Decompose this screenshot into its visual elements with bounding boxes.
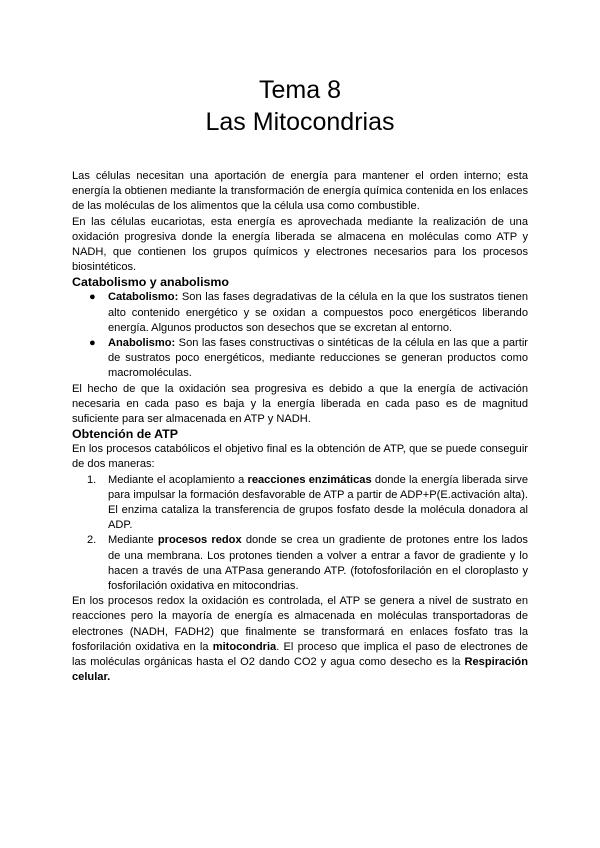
item-text: Mediante xyxy=(108,534,158,547)
term-mitocondria: mitocondria xyxy=(212,640,277,653)
section-heading-obtencion-atp: Obtención de ATP xyxy=(72,427,179,442)
list-item xyxy=(72,533,528,594)
term-anabolismo: Anabolismo: xyxy=(108,337,176,350)
list-item xyxy=(72,290,528,336)
section-heading-catabolismo: Catabolismo y anabolismo xyxy=(72,275,229,290)
section2-closing-paragraph xyxy=(72,594,528,685)
paragraph-text: En los procesos redox la oxidación es controlada, el ATP se genera a nivel de sustrato en reacciones pero la mayoría de energía es almacenada en moléculas transportadoras de electrones (NADH, FADH2) que finalmente se transformará en enlaces fosfato tras la fosforilación oxidativa en la xyxy=(72,595,528,653)
section1-closing-paragraph: El hecho de que la oxidación sea progresiva es debido a que la energía de activación necesaria en cada paso es baja y la energía liberada en cada paso es de magnitud suficiente para ser almacenada en ATP y NADH. xyxy=(72,382,528,426)
intro-paragraph-2: En las células eucariotas, esta energía es aprovechada mediante la realización de una oxidación progresiva donde la energía liberada se almacena en moléculas como ATP y NADH, que contienen los grupos químicos y electrones necesarios para los procesos biosintéticos. xyxy=(72,215,528,274)
item-text: donde se crea un gradiente de protones entre los lados de una membrana. Los protones tienden a volver a entrar a favor de gradiente y lo hacen a través de una ATPasa generando ATP. (fotofosforilación en el cloroplasto y fosforilación oxidativa en mitocondrias. xyxy=(108,534,528,593)
term-catabolismo: Catabolismo: xyxy=(108,291,179,304)
term-procesos-redox: procesos redox xyxy=(157,534,242,547)
list-number: 2. xyxy=(87,534,97,547)
numbered-list xyxy=(72,473,528,595)
bullet-list xyxy=(72,290,528,381)
definition-catabolismo: Son las fases degradativas de la célula en la que los sustratos tienen alto contenido energético y se oxidan a compuestos poco energéticos liberando energía. Algunos productos son desechos que se excretan al entorno. xyxy=(108,291,528,334)
paragraph-text: . El proceso que implica el paso de electrones de las moléculas orgánicas hasta el O2 dando CO2 y agua como desecho es la xyxy=(72,640,528,669)
term-reacciones-enzimaticas: reacciones enzimáticas xyxy=(247,473,372,486)
item-text: Mediante el acoplamiento a xyxy=(108,473,248,486)
list-item xyxy=(72,336,528,382)
bullet-marker: ● xyxy=(89,291,96,304)
definition-anabolismo: Son las fases constructivas o sintéticas de la célula en las que a partir de sustratos poco energéticos, mediante reducciones se generan productos como macromoléculas. xyxy=(108,337,528,380)
intro-paragraph-1: Las células necesitan una aportación de energía para mantener el orden interno; esta energía la obtienen mediante la transformación de energía química contenida en los enlaces de las moléculas de los alimentos que la célula usa como combustible. xyxy=(72,170,528,213)
list-item xyxy=(72,473,528,534)
bullet-marker: ● xyxy=(89,337,96,350)
list-number: 1. xyxy=(87,473,97,486)
section2-intro-paragraph: En los procesos catabólicos el objetivo final es la obtención de ATP, que se puede conseguir de dos maneras: xyxy=(72,443,528,471)
document-body xyxy=(72,169,528,686)
document-title-line-2: Las Mitocondrias xyxy=(205,108,395,136)
item-text: donde la energía liberada sirve para impulsar la formación desfavorable de ATP a partir de ADP+P(E.activación alta). El enzima cataliza la transferencia de grupos fosfato desde la molécula donadora al ADP. xyxy=(108,473,529,532)
document-title-line-1: Tema 8 xyxy=(259,76,341,104)
term-respiracion-celular: Respiración celular. xyxy=(72,656,528,684)
